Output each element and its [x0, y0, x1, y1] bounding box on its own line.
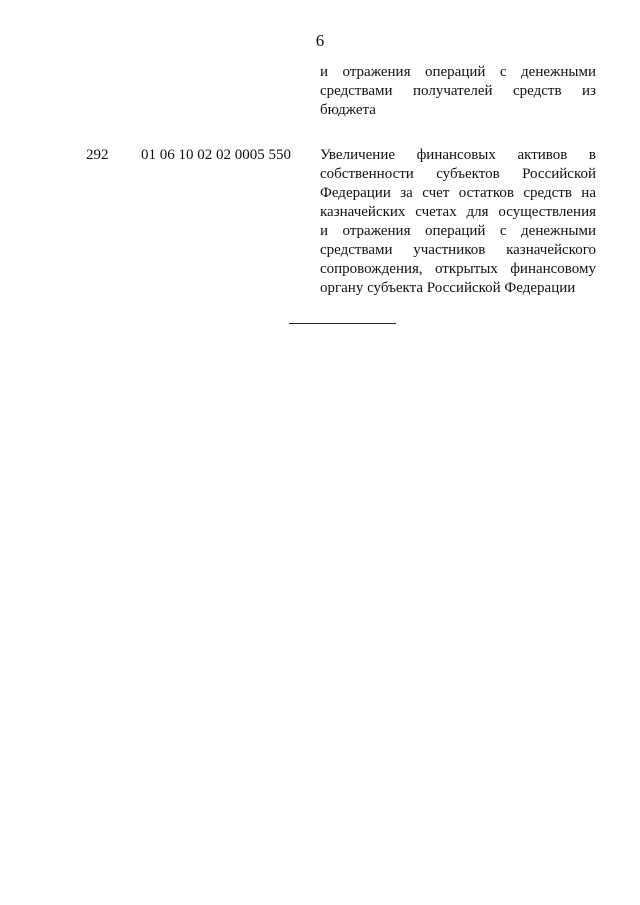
description-line: собственности субъектов Российской	[320, 166, 596, 182]
continuation-line: и отражения операций с денежными	[320, 64, 596, 80]
source-code: 01 06 10 02 02 0005 550	[141, 147, 291, 163]
page-number: 6	[315, 31, 325, 50]
description-line: и отражения операций с денежными	[320, 223, 596, 239]
description-line: Увеличение финансовых активов в	[320, 147, 596, 163]
description-line: сопровождения, открытых финансовому	[320, 261, 596, 277]
description-line: средствами участников казначейского	[320, 242, 596, 258]
row-description	[320, 146, 596, 298]
continuation-line: бюджета	[320, 102, 376, 118]
description-line: Федерации за счет остатков средств на	[320, 185, 596, 201]
description-line: казначейских счетах для осуществления	[320, 204, 596, 220]
continuation-line: средствами получателей средств из	[320, 83, 596, 99]
administrator-code: 292	[86, 147, 109, 163]
continuation-description	[320, 63, 596, 120]
end-of-document-rule	[289, 323, 396, 324]
description-line: органу субъекта Российской Федерации	[320, 280, 576, 296]
